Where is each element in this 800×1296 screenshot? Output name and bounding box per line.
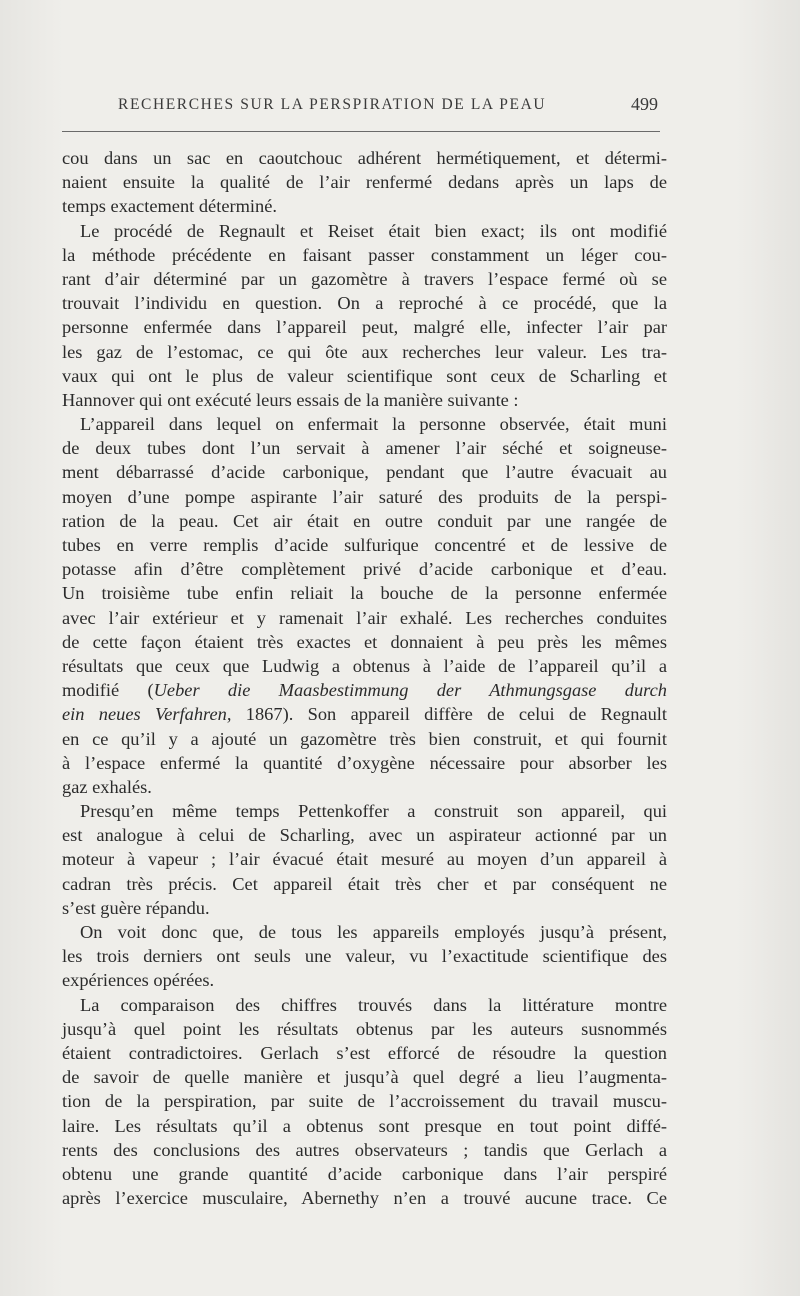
text-line: cou dans un sac en caoutchouc adhérent hermétiquement, et détermi- [62, 148, 667, 168]
text-line: est analogue à celui de Scharling, avec un aspirateur actionné par un [62, 825, 667, 846]
text-line: de cette façon étaient très exactes et donnaient à peu près les mêmes [62, 631, 667, 652]
text-line: moyen d’une pompe aspirante l’air saturé des produits de la perspi- [62, 486, 667, 507]
body-text [62, 146, 667, 1210]
text-line: à l’espace enfermé la quantité d’oxygène nécessaire pour absorber les [62, 752, 667, 773]
text-line: cadran très précis. Cet appareil était très cher et par conséquent ne [62, 873, 667, 894]
text-line: de savoir de quelle manière et jusqu’à quel degré a lieu l’augmenta- [62, 1067, 667, 1088]
text-line: tubes en verre remplis d’acide sulfurique concentré et de lessive de [62, 535, 667, 555]
page-number: 499 [631, 94, 658, 114]
text-line: Le procédé de Regnault et Reiset était bien exact; ils ont modifié [80, 220, 667, 241]
text-line: gaz exhalés. [62, 776, 152, 797]
text-line [62, 702, 667, 726]
text-line: jusqu’à quel point les résultats obtenus par les auteurs susnommés [62, 1018, 667, 1039]
text-line: laire. Les résultats qu’il a obtenus sont presque en tout point diffé- [62, 1115, 667, 1136]
text-line: trouvait l’individu en question. On a reproché à ce procédé, que la [62, 293, 667, 314]
italic-title: Ueber die Maasbestimmung der Athmungsgase durch [153, 680, 667, 701]
text-line: en ce qu’il y a ajouté un gazomètre très bien construit, et qui fournit [62, 728, 667, 749]
text-line [62, 678, 667, 702]
text-line: résultats que ceux que Ludwig a obtenus à l’aide de l’appareil qu’il a [62, 655, 667, 676]
text-line: après l’exercice musculaire, Abernethy n’en a trouvé aucune trace. Ce [62, 1188, 667, 1209]
text-line: tion de la perspiration, par suite de l’accroissement du travail muscu- [62, 1091, 667, 1112]
text-line: potasse afin d’être complètement privé d’acide carbonique et d’eau. [62, 559, 667, 580]
header-rule [62, 131, 660, 132]
text-line: vaux qui ont le plus de valeur scientifique sont ceux de Scharling et [62, 365, 667, 386]
text-line: ration de la peau. Cet air était en outre conduit par une rangée de [62, 510, 667, 531]
text-line: rant d’air déterminé par un gazomètre à travers l’espace fermé où se [62, 268, 667, 289]
text-line: étaient contradictoires. Gerlach s’est efforcé de résoudre la question [62, 1042, 667, 1063]
text-line: obtenu une grande quantité d’acide carbonique dans l’air perspiré [62, 1163, 667, 1184]
text-line: s’est guère répandu. [62, 897, 210, 918]
text-line: Hannover qui ont exécuté leurs essais de la manière suivante : [62, 389, 519, 410]
text-line: expériences opérées. [62, 970, 215, 991]
text-line: les gaz de l’estomac, ce qui ôte aux recherches leur valeur. Les tra- [62, 341, 667, 362]
italic-title: ein neues Verfahren, [62, 704, 232, 725]
text-line: moteur à vapeur ; l’air évacué était mesuré au moyen d’un appareil à [62, 849, 667, 870]
text-line: rents des conclusions des autres observateurs ; tandis que Gerlach a [62, 1139, 667, 1160]
text-line: Un troisième tube enfin reliait la bouche de la personne enfermée [62, 583, 667, 604]
text-line: avec l’air extérieur et y ramenait l’air exhalé. Les recherches conduites [62, 607, 667, 628]
text-line: temps exactement déterminé. [62, 196, 277, 217]
text-line: personne enfermée dans l’appareil peut, malgré elle, infecter l’air par [62, 317, 667, 338]
text-segment: modifié ( [62, 680, 154, 701]
text-line: ment débarrassé d’acide carbonique, pendant que l’autre évacuait au [62, 462, 667, 483]
text-line: Presqu’en même temps Pettenkoffer a construit son appareil, qui [80, 801, 667, 822]
text-line: la méthode précédente en faisant passer constamment un léger cou- [62, 244, 667, 265]
text-line: La comparaison des chiffres trouvés dans la littérature montre [80, 994, 667, 1015]
text-line: L’appareil dans lequel on enfermait la personne observée, était muni [80, 414, 667, 435]
running-title: RECHERCHES SUR LA PERSPIRATION DE LA PEAU [118, 96, 547, 113]
page-header [62, 94, 660, 118]
text-line: les trois derniers ont seuls une valeur, vu l’exactitude scientifique des [62, 946, 667, 967]
text-line: de deux tubes dont l’un servait à amener l’air séché et soigneuse- [62, 438, 667, 459]
text-line: naient ensuite la qualité de l’air renfermé dedans après un laps de [62, 172, 667, 193]
text-line: On voit donc que, de tous les appareils employés jusqu’à présent, [80, 922, 667, 942]
text-segment: 1867). Son appareil diffère de celui de Regnault [231, 704, 667, 725]
